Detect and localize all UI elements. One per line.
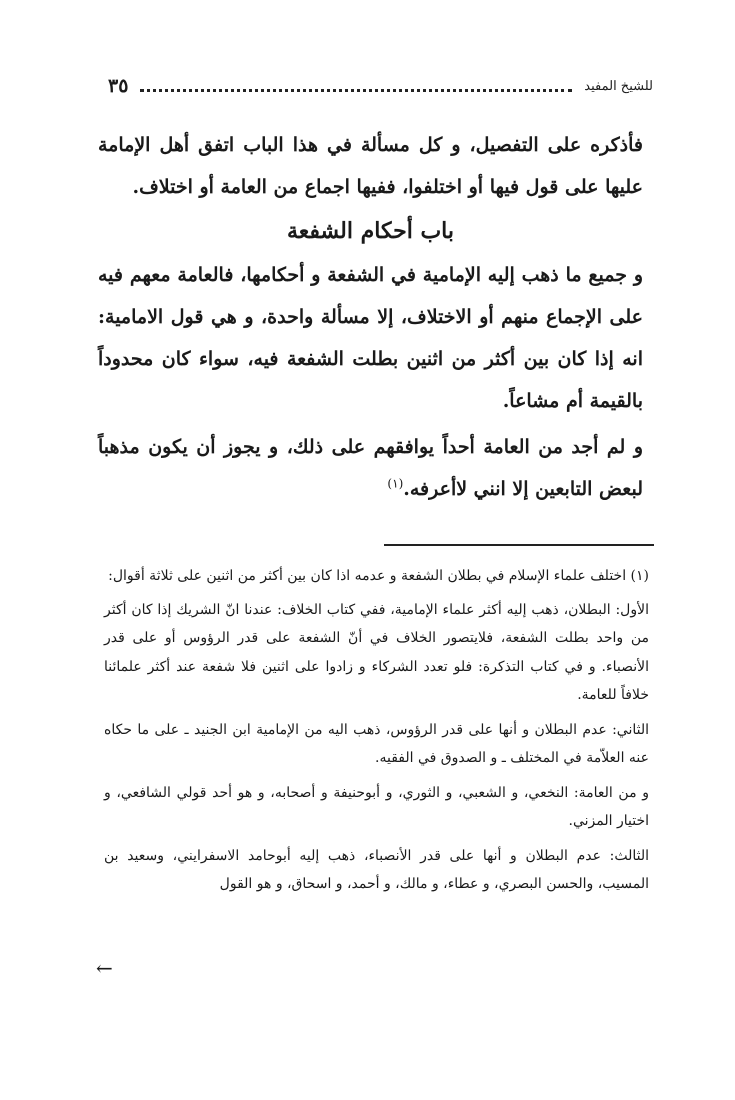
footnote-reference: (١) (387, 476, 404, 491)
paragraph-intro: فأذكره على التفصيل، و كل مسألة في هذا الباب اتفق أهل الإمامة عليها على قول فيها أو اختلفوا، ففيها اجماع من العامة أو اختلاف. (98, 134, 643, 198)
paragraph-shufa: و جميع ما ذهب إليه الإمامية في الشفعة و أحكامها، فالعامة معهم فيه على الإجماع منهم أو الاختلاف، إلا مسألة واحدة، و هي قول الامامية: انه إذا كان بين أكثر من اثنين بطلت الشفعة فيه، سواء كان محدوداً بالقيمة أم مشاعاً. (98, 264, 643, 412)
paragraph-tabiin (98, 426, 643, 510)
footnote-opinion-3: الثالث: عدم البطلان و أنها على قدر الأنصباء، ذهب إليه أبوحامد الاسفرايني، وسعيد بن المسيب، والحسن البصري، و عطاء، و مالك، و أحمد، و اسحاق، و هو القول (104, 847, 649, 892)
running-header (108, 70, 653, 102)
header-author: للشيخ المفيد (584, 78, 653, 94)
footnote-intro: (١) اختلف علماء الإسلام في بطلان الشفعة و عدمه اذا كان بين أكثر من اثنين على ثلاثة أقوال: (108, 568, 649, 584)
footnote-opinion-1: الأول: البطلان، ذهب إليه أكثر علماء الإمامية، ففي كتاب الخلاف: عندنا انّ الشريك إذا كان أكثر من واحد بطلت الشفعة، فلايتصور الخلاف في أنّ الشفعة على قدر الرؤوس أو على قدر الأنصباء. و في كتاب التذكرة: فلو تعدد الشركاء و زادوا على اثنين فلا شفعة عند أكثر علمائنا خلافاً للعامة. (104, 601, 649, 703)
footnote-opinion-2: الثاني: عدم البطلان و أنها على قدر الرؤوس، ذهب اليه من الإمامية ابن الجنيد ـ على ما حكاه عنه العلاّمة في المختلف ـ و الصدوق في الفقيه. (104, 721, 649, 766)
main-text (98, 124, 643, 510)
page-number: ٣٥ (108, 75, 129, 97)
continuation-arrow-icon: ← (96, 956, 113, 980)
footnote-opinion-2-sunni: و من العامة: النخعي، و الشعبي، و الثوري، و أبوحنيفة و أصحابه، و هو أحد قولي الشافعي، و اختيار المزني. (104, 784, 649, 829)
footnotes (104, 562, 649, 905)
footnote-separator (384, 544, 654, 546)
header-dot-leader (140, 89, 572, 92)
section-heading: باب أحكام الشفعة (286, 218, 455, 244)
paragraph-tabiin-text: و لم أجد من العامة أحداً يوافقهم على ذلك، و يجوز أن يكون مذهباً لبعض التابعين إلا انني لاأعرفه. (98, 436, 643, 500)
